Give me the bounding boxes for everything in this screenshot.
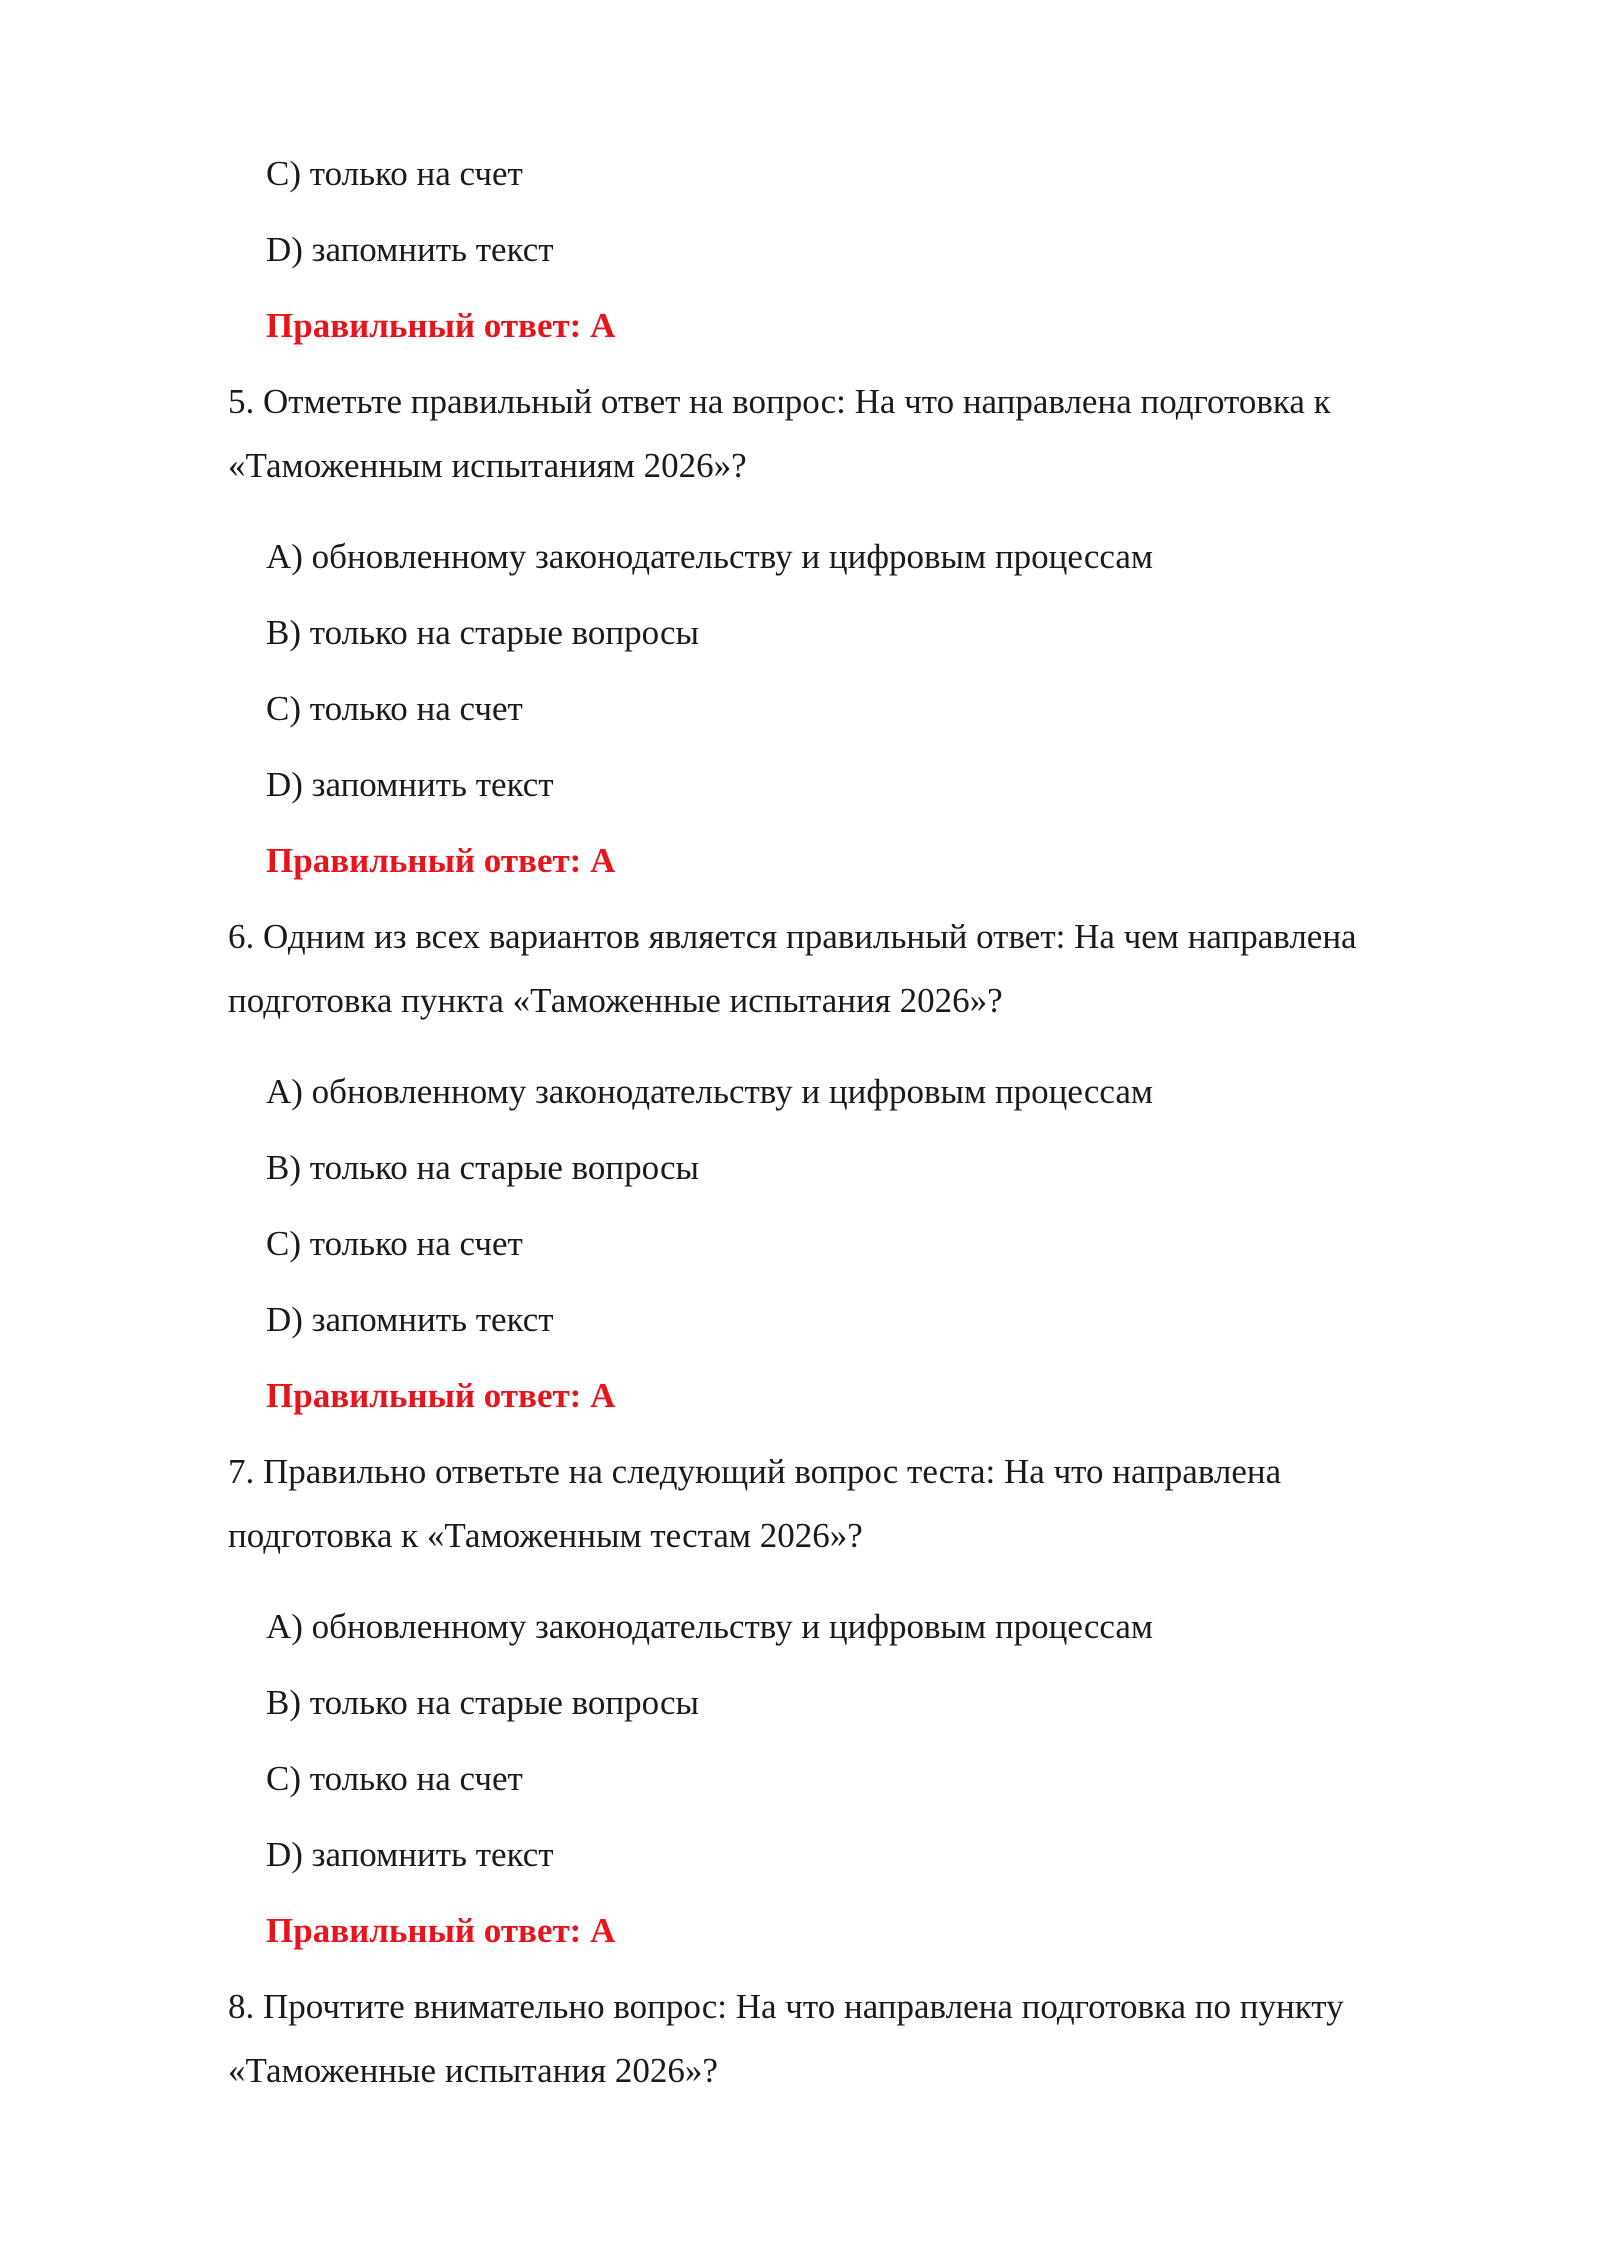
question-7-correct-answer: Правильный ответ: A: [266, 1911, 616, 1950]
question-8-text-line-1: 8. Прочтите внимательно вопрос: На что направлена подготовка по пункту: [228, 1987, 1344, 2026]
question-5-option-d: D) запомнить текст: [266, 765, 554, 804]
option-c: C) только на счет: [266, 154, 523, 193]
question-7-option-b: B) только на старые вопросы: [266, 1683, 700, 1722]
question-6-option-a: A) обновленному законодательству и цифровым процессам: [266, 1072, 1153, 1111]
question-5-text-line-2: «Таможенным испытаниям 2026»?: [228, 446, 747, 485]
question-7-text-line-1: 7. Правильно ответьте на следующий вопрос теста: На что направлена: [228, 1452, 1282, 1491]
correct-answer: Правильный ответ: A: [266, 306, 616, 345]
question-7-option-c: C) только на счет: [266, 1759, 523, 1798]
question-6-text-line-2: подготовка пункта «Таможенные испытания 2026»?: [228, 981, 1003, 1020]
question-7-option-d: D) запомнить текст: [266, 1835, 554, 1874]
question-6-option-d: D) запомнить текст: [266, 1300, 554, 1339]
question-6-option-b: B) только на старые вопросы: [266, 1148, 700, 1187]
question-7-option-a: A) обновленному законодательству и цифровым процессам: [266, 1607, 1153, 1646]
question-7-text-line-2: подготовка к «Таможенным тестам 2026»?: [228, 1516, 863, 1555]
question-5-option-a: A) обновленному законодательству и цифровым процессам: [266, 537, 1153, 576]
question-5-text-line-1: 5. Отметьте правильный ответ на вопрос: На что направлена подготовка к: [228, 382, 1331, 421]
question-6-text-line-1: 6. Одним из всех вариантов является правильный ответ: На чем направлена: [228, 917, 1357, 956]
question-5-correct-answer: Правильный ответ: A: [266, 841, 616, 880]
question-5-option-b: B) только на старые вопросы: [266, 613, 700, 652]
question-5-option-c: C) только на счет: [266, 689, 523, 728]
question-6-correct-answer: Правильный ответ: A: [266, 1376, 616, 1415]
option-d: D) запомнить текст: [266, 230, 554, 269]
question-6-option-c: C) только на счет: [266, 1224, 523, 1263]
question-8-text-line-2: «Таможенные испытания 2026»?: [228, 2051, 718, 2090]
